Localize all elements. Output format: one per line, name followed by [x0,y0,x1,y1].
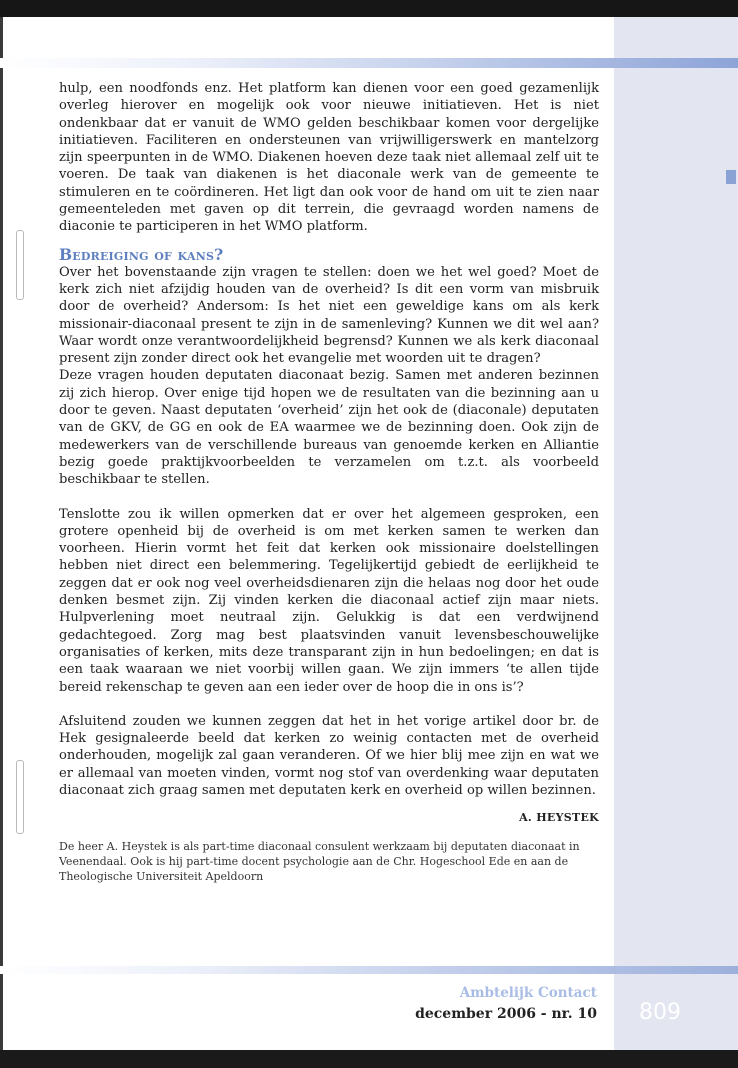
author-note: De heer A. Heystek is als part-time diaconaal consulent werkzaam bij deputaten diaconaat in Veenendaal. Ook is hij part-time docent psychologie aan de Chr. Hogeschool Ede en aan de Theologische Universiteit Apeldoorn [59,840,580,884]
page-number: 809 [639,1000,681,1025]
paragraph-questions: Over het bovenstaande zijn vragen te stellen: doen we het wel goed? Moet de kerk zich niet afzijdig houden van de overheid? Is dit een vorm van misbruik door de overheid? Andersom: Is het niet een geweldige kans om als kerk missionair-diaconaal present te zijn in de samenleving? Kunnen we dit wel aan? Waar wordt onze verantwoordelijkheid begrensd? Kunnen we als kerk diaconaal present zijn zonder direct ook het evangelie met woorden uit te dragen? [59,264,599,367]
paragraph-deputaten: Deze vragen houden deputaten diaconaat bezig. Samen met anderen bezinnen zij zich hierop. Over enige tijd hopen we de resultaten van die bezinning aan u door te geven. Naast deputaten ‘overheid’ zijn het ook de (diaconale) deputaten van de GKV, de GG en ook de EA waarmee we de bezinning doen. Ook zijn de medewerkers van de verschillende bureaus van genoemde kerken en Alliantie bezig goede praktijkvoorbeelden te verzamelen om t.z.t. als voorbeeld beschikbaar te stellen. [59,368,599,488]
top-rule [0,58,738,68]
article-body [59,80,599,884]
side-tab-marker [726,170,736,184]
section-heading: Bedreiging of kans? [59,244,224,264]
binder-mark-upper [16,230,24,300]
scan-edge-left [0,17,3,1050]
bottom-rule [0,966,738,974]
intro-paragraph: hulp, een noodfonds enz. Het platform kan dienen voor een goed gezamenlijk overleg hierover en mogelijk ook voor nieuwe initiatieven. Het is niet ondenkbaar dat er vanuit de WMO gelden beschikbaar komen voor dergelijke initiatieven. Faciliteren en ondersteunen van vrijwilligerswerk en mantelzorg zijn speerpunten in de WMO. Diakenen hoeven deze taak niet allemaal zelf uit te voeren. De taak van diakenen is het diaconale werk van de gemeente te stimuleren en te coördineren. Het ligt dan ook voor de hand om uit te zien naar gemeenteleden met gaven op dit terrein, die gevraagd worden namens de diaconie te participeren in het WMO platform. [59,81,599,235]
author-signature: A. HEYSTEK [519,811,599,825]
scan-edge-top [0,0,738,17]
side-color-band [614,17,738,1050]
paragraph-openheid: Tenslotte zou ik willen opmerken dat er over het algemeen gesproken, een grotere openheid bij de overheid is om met kerken samen te werken dan voorheen. Hierin vormt het feit dat kerken ook missionaire doelstellingen hebben niet direct een belemmering. Tegelijkertijd gebiedt de eerlijkheid te zeggen dat er ook nog veel overheidsdienaren zijn die helaas nog door het oude denken besmet zijn. Zij vinden kerken die diaconaal actief zijn maar niets. Hulpverlening moet neutraal zijn. Gelukkig is dat een verdwijnend gedachtegoed. Zorg mag best plaatsvinden vanuit levensbeschouwelijke organisaties of kerken, mits deze transparant zijn in hun bedoelingen; en dat is een taak waaraan we niet voorbij willen gaan. We zijn immers ‘te allen tijde bereid rekenschap te geven aan een ieder over de hoop die in ons is’? [59,506,599,695]
paragraph-afsluitend: Afsluitend zouden we kunnen zeggen dat het in het vorige artikel door br. de Hek gesignaleerde beeld dat kerken zo weinig contacten met de overheid onderhouden, mogelijk zal gaan veranderen. Of we hier blij mee zijn en wat we er allemaal van moeten vinden, vormt nog stof van overdenking waar deputaten diaconaat zich graag samen met deputaten kerk en overheid op willen bezinnen. [59,713,599,798]
issue-label: december 2006 - nr. 10 [415,1006,597,1022]
scan-edge-bottom [0,1050,738,1068]
magazine-title: Ambtelijk Contact [459,985,597,1001]
binder-mark-lower [16,760,24,834]
